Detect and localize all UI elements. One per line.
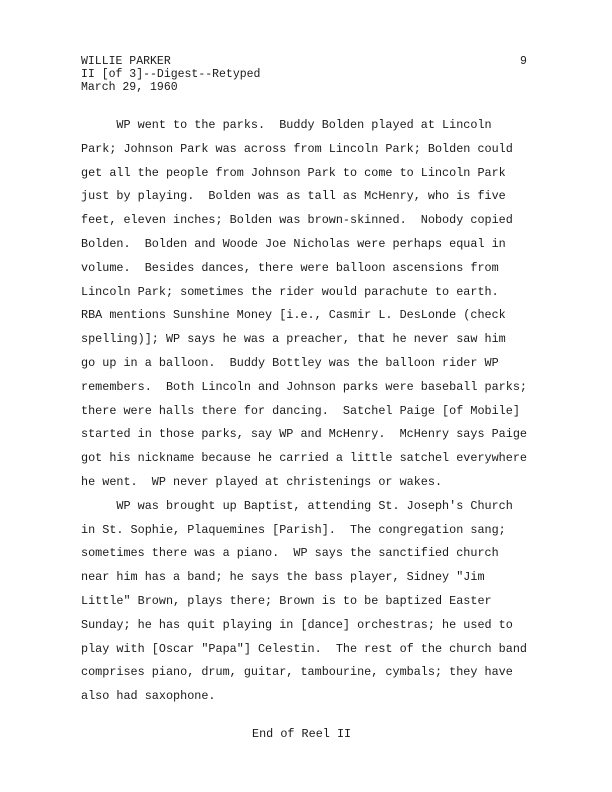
interview-date: March 29, 1960: [81, 81, 178, 94]
text-line: Park; Johnson Park was across from Lincoln Park; Bolden could: [81, 141, 513, 156]
text-line: there were halls there for dancing. Satchel Paige [of Mobile]: [81, 403, 520, 418]
text-line: just by playing. Bolden was as tall as McHenry, who is five: [81, 189, 506, 204]
text-line: in St. Sophie, Plaquemines [Parish]. The congregation sang;: [81, 522, 506, 537]
transcript-body: [81, 114, 531, 709]
text-line: play with [Oscar "Papa"] Celestin. The rest of the church band: [81, 641, 527, 656]
text-line: volume. Besides dances, there were balloon ascensions from: [81, 260, 499, 275]
text-line: Lincoln Park; sometimes the rider would parachute to earth.: [81, 284, 499, 299]
text-line: WP was brought up Baptist, attending St. Joseph's Church: [81, 498, 513, 513]
text-line: feet, eleven inches; Bolden was brown-skinned. Nobody copied: [81, 213, 513, 228]
paragraph-1: [81, 114, 531, 495]
text-line: got his nickname because he carried a little satchel everywhere: [81, 451, 527, 466]
document-header: [81, 55, 260, 94]
text-line: sometimes there was a piano. WP says the sanctified church: [81, 546, 499, 561]
text-line: WP went to the parks. Buddy Bolden played at Lincoln: [81, 118, 492, 132]
text-line: spelling)]; WP says he was a preacher, that he never saw him: [81, 332, 506, 347]
interviewee-name: WILLIE PARKER: [81, 55, 171, 68]
page-number: 9: [520, 55, 527, 68]
text-line: RBA mentions Sunshine Money [i.e., Casmir L. DesLonde (check: [81, 308, 506, 323]
text-line: started in those parks, say WP and McHenry. McHenry says Paige: [81, 427, 527, 442]
text-line: he went. WP never played at christenings or wakes.: [81, 474, 443, 489]
reel-info: II [of 3]--Digest--Retyped: [81, 68, 261, 81]
text-line: Little" Brown, plays there; Brown is to be baptized Easter: [81, 593, 492, 608]
text-line: Bolden. Bolden and Woode Joe Nicholas were perhaps equal in: [81, 236, 506, 251]
text-line: also had saxophone.: [81, 689, 216, 704]
text-line: Sunday; he has quit playing in [dance] orchestras; he used to: [81, 617, 513, 632]
text-line: go up in a balloon. Buddy Bottley was the balloon rider WP: [81, 355, 499, 370]
text-line: get all the people from Johnson Park to come to Lincoln Park: [81, 165, 506, 180]
text-line: near him has a band; he says the bass player, Sidney "Jim: [81, 570, 485, 585]
paragraph-2: [81, 495, 531, 709]
text-line: remembers. Both Lincoln and Johnson parks were baseball parks;: [81, 379, 527, 394]
text-line: comprises piano, drum, guitar, tambourine, cymbals; they have: [81, 665, 513, 680]
end-of-reel-note: End of Reel II: [252, 727, 352, 741]
